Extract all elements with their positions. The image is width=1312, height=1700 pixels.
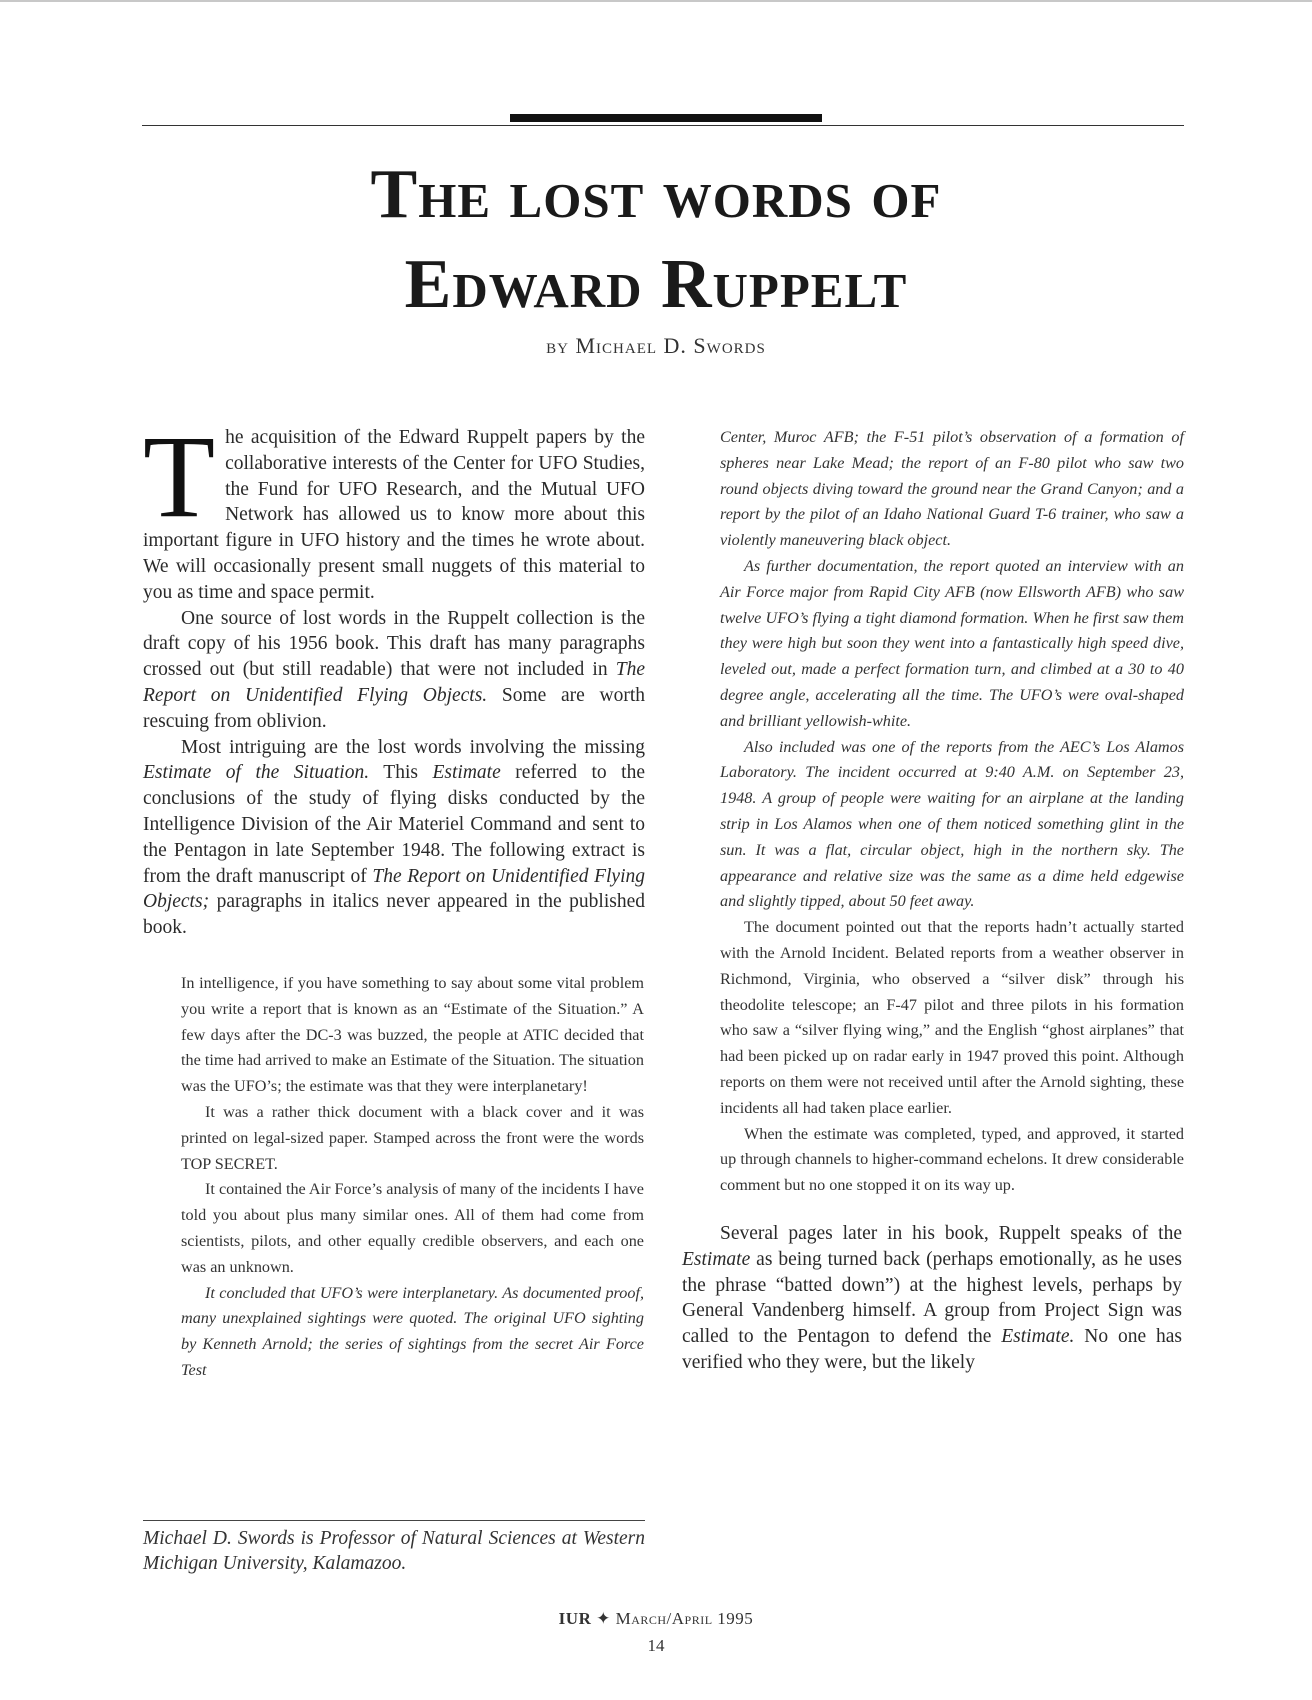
bio-rule	[143, 1520, 645, 1521]
quote-paragraph-6-italic: As further documentation, the report quoted an interview with an Air Force major from Rapid City AFB (now Ellsworth AFB) who saw twelve UFO’s flying a tight diamond formation. When he first saw them they were high but soon they went into a fantastically high speed dive, leveled out, made a perfect formation turn, and climbed at a 30 to 40 degree angle, accelerating all the time. The UFO’s were oval-shaped and brilliant yellowish-white.	[720, 556, 1184, 730]
right-column	[682, 425, 1182, 1376]
page-number: 14	[647, 1636, 665, 1655]
estimate-italic: Estimate	[682, 1248, 751, 1270]
footer	[0, 1609, 1312, 1629]
paragraph-2	[143, 606, 645, 735]
estimate-italic: Estimate.	[1001, 1326, 1075, 1348]
diamond-icon: ✦	[596, 1609, 611, 1628]
book-title-italic: The Report on Unidentified Flying Objects;	[143, 865, 645, 913]
issue-date: March/April 1995	[615, 1609, 754, 1628]
closing-paragraph	[682, 1221, 1182, 1376]
text-run: Most intriguing are the lost words involving the missing	[181, 736, 645, 758]
intro-text: he acquisition of the Edward Ruppelt papers by the collaborative interests of the Center for UFO Studies, the Fund for UFO Research, and the Mutual UFO Network has allowed us to know more about this important figure in UFO history and the times he wrote about. We will occasionally present small nuggets of this material to you as time and space permit.	[143, 427, 645, 603]
author-bio: Michael D. Swords is Professor of Natural Sciences at Western Michigan University, Kalamazoo.	[143, 1528, 645, 1574]
quote-paragraph-5-italic: Center, Muroc AFB; the F-51 pilot’s observation of a formation of spheres near Lake Mead; the report of an F-80 pilot who saw two round objects diving toward the ground near the Grand Canyon; and a report by the pilot of an Idaho National Guard T-6 trainer, who saw a violently maneuvering black object.	[720, 428, 1184, 550]
text-run: No one has verified who they were, but the likely	[682, 1326, 1182, 1373]
header-bar	[510, 114, 822, 122]
quote-paragraph-8: The document pointed out that the reports hadn’t actually started with the Arnold Incident. Belated reports from a weather observer in Richmond, Virginia, who observed a “silver disk” through his theodolite telescope; an F-47 pilot and three pilots in his formation who saw a “silver flying wing,” and the English “ghost airplanes” that had been picked up on radar early in 1947 proved this point. Although reports on them were not received until after the Arnold sighting, these incidents all had taken place earlier.	[720, 918, 1184, 1117]
byline: by Michael D. Swords	[546, 333, 766, 358]
estimate-title-italic: Estimate of the Situation.	[143, 762, 370, 784]
quote-paragraph-1: In intelligence, if you have something to say about some vital problem you write a report that is known as an “Estimate of the Situation.” A few days after the DC-3 was buzzed, the people at ATIC decided that the time had arrived to make an Estimate of the Situation. The situation was the UFO’s; the estimate was that they were interplanetary!	[181, 973, 644, 1096]
book-title-italic: The Report on Unidentified Flying Objects.	[143, 659, 645, 706]
text-run: paragraphs in italics never appeared in the published book.	[143, 891, 645, 939]
header-rule	[142, 125, 1184, 126]
article-title-line-1: The lost words of	[370, 156, 942, 233]
paragraph-3	[143, 735, 645, 941]
intro-paragraph	[143, 411, 645, 606]
left-column	[143, 411, 645, 1384]
estimate-italic: Estimate	[432, 762, 501, 784]
article-title-line-2: Edward Ruppelt	[404, 246, 908, 323]
text-run: as being turned back (perhaps emotionally, as he uses the phrase “batted down”) at the highest levels, perhaps by General Vandenberg himself. A group from Project Sign was called to the Pentagon to defend the	[682, 1248, 1182, 1348]
quote-paragraph-9: When the estimate was completed, typed, and approved, it started up through channels to higher-command echelons. It drew considerable comment but no one stopped it on its way up.	[720, 1124, 1184, 1195]
quote-paragraph-3: It contained the Air Force’s analysis of many of the incidents I have told you about plus many similar ones. All of them had come from scientists, pilots, and other equally credible observers, and each one was an unknown.	[181, 1180, 644, 1276]
text-run: One source of lost words in the Ruppelt collection is the draft copy of his 1956 book. This draft has many paragraphs crossed out (but still readable) that were not included in	[143, 607, 645, 681]
quote-paragraph-2: It was a rather thick document with a black cover and it was printed on legal-sized paper. Stamped across the front were the words TOP SECRET.	[181, 1102, 644, 1173]
quote-paragraph-4-italic: It concluded that UFO’s were interplanetary. As documented proof, many unexplained sightings were quoted. The original UFO sighting by Kenneth Arnold; the series of sightings from the secret Air Force Test	[181, 1283, 644, 1379]
block-quote	[143, 971, 644, 1384]
quote-paragraph-7-italic: Also included was one of the reports from the AEC’s Los Alamos Laboratory. The incident occurred at 9:40 A.M. on September 23, 1948. A group of people were waiting for an airplane at the landing strip in Los Alamos when one of them noticed something glint in the sun. It was a flat, circular object, high in the northern sky. The appearance and relative size was the same as a dime held edgewise and slightly tipped, about 50 feet away.	[720, 737, 1184, 911]
text-run: Several pages later in his book, Ruppelt speaks of the	[720, 1222, 1182, 1244]
text-run: referred to the conclusions of the study of flying disks conducted by the Intelligence Division of the Air Materiel Command and sent to the Pentagon in late September 1948. The following extract is from the draft manuscript of	[143, 762, 645, 887]
magazine-name: IUR	[558, 1609, 592, 1628]
page-edge	[0, 0, 1312, 2]
drop-cap: T	[143, 411, 216, 542]
text-run: This	[369, 762, 433, 784]
text-run: Some are worth rescuing from oblivion.	[143, 684, 645, 732]
block-quote-continued	[682, 425, 1184, 1199]
